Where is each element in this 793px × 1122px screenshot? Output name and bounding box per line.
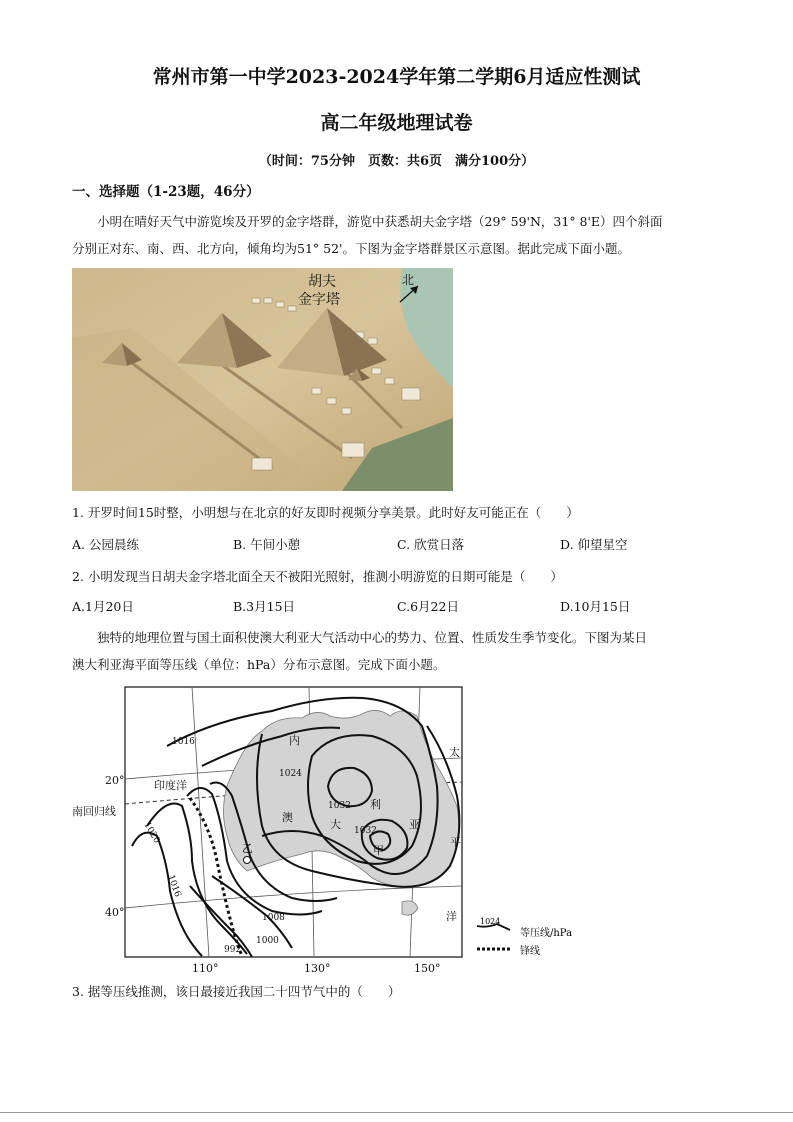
section-heading: 一、选择题（1-23题，46分） xyxy=(72,184,260,200)
pacific-char-1: 太 xyxy=(449,746,460,759)
option-key: C. xyxy=(397,537,411,552)
q1-option-c xyxy=(397,535,464,553)
option-text: 公园晨练 xyxy=(89,537,140,552)
lon-130-label: 130° xyxy=(304,962,331,975)
option-text: 欣赏日落 xyxy=(414,537,465,552)
legend-isobar-label: 等压线/hPa xyxy=(520,928,573,939)
iso-label-1008: 1008 xyxy=(262,913,285,923)
lat-20-label: 20° xyxy=(105,774,125,787)
q1-option-d xyxy=(560,535,628,553)
q2-option-c xyxy=(397,597,459,615)
place-yi-marker-icon xyxy=(244,857,251,864)
option-key: D. xyxy=(560,537,574,552)
option-key: A. xyxy=(72,537,86,552)
q2-option-b xyxy=(233,597,295,615)
legend-front-label: 锋线 xyxy=(520,946,540,957)
exam-title: 常州市第一中学2023-2024学年第二学期6月适应性测试 xyxy=(152,66,641,88)
passage-1-line1: 小明在晴好天气中游览埃及开罗的金字塔群，游览中获悉胡夫金字塔（29° 59'N，31° 8'E）四个斜面 xyxy=(97,214,663,229)
option-text: 6月22日 xyxy=(410,599,459,614)
khufu-label-line2: 金字塔 xyxy=(298,292,340,308)
lon-110-label: 110° xyxy=(192,962,219,975)
iso-label-1000: 1000 xyxy=(256,936,279,946)
option-key: D. xyxy=(560,599,574,614)
pacific-char-2: 平 xyxy=(450,836,461,849)
lat-40-label: 40° xyxy=(105,906,125,919)
option-text: 3月15日 xyxy=(246,599,296,614)
iso-label-1032b: 1032 xyxy=(354,826,377,836)
option-text: 仰望星空 xyxy=(577,537,628,552)
pyramid-illustration xyxy=(72,268,453,491)
q2-option-a xyxy=(72,597,134,615)
australia-char-2: 澳 xyxy=(282,811,293,824)
isobar-map-figure xyxy=(72,686,592,976)
option-key: B. xyxy=(233,599,247,614)
q1-option-a xyxy=(72,535,139,553)
passage-2-line1: 独特的地理位置与国土面积使澳大利亚大气活动中心的势力、位置、性质发生季节变化。下图为某日 xyxy=(97,630,648,645)
option-key: B. xyxy=(233,537,247,552)
legend-iso-value: 1024 xyxy=(480,917,501,926)
passage-1-line2: 分别正对东、南、西、北方向，倾角均为51° 52'。下图为金字塔群景区示意图。据此完成下面小题。 xyxy=(72,241,630,256)
place-yi-label: 乙 xyxy=(242,842,253,855)
north-label: 北 xyxy=(402,273,415,287)
option-text: 10月15日 xyxy=(573,599,631,614)
passage-2-line2: 澳大利亚海平面等压线（单位：hPa）分布示意图。完成下面小题。 xyxy=(72,657,446,672)
option-text: 1月20日 xyxy=(85,599,134,614)
pyramid-figure xyxy=(72,268,453,491)
pacific-char-3: 洋 xyxy=(446,910,457,923)
indian-ocean-label: 印度洋 xyxy=(154,779,187,792)
question-2-stem: 2. 小明发现当日胡夫金字塔北面全天不被阳光照射，推测小明游览的日期可能是（ ） xyxy=(72,569,563,584)
exam-info: （时间：75分钟 页数：共6页 满分100分） xyxy=(258,154,535,169)
exam-subtitle: 高二年级地理试卷 xyxy=(320,112,473,134)
iso-label-992: 992 xyxy=(224,945,242,955)
isobar-map xyxy=(72,686,592,976)
q1-option-b xyxy=(233,535,300,553)
page-bottom-rule xyxy=(0,1112,793,1113)
australia-char-4: 利 xyxy=(370,798,381,811)
iso-label-1016b: 1016 xyxy=(165,873,183,899)
question-1-stem: 1. 开罗时间15时整，小明想与在北京的好友即时视频分享美景。此时好友可能正在（ ） xyxy=(72,505,579,520)
australia-char-3: 大 xyxy=(330,818,341,831)
iso-label-1016a: 1016 xyxy=(172,737,195,747)
iso-label-1020: 1020 xyxy=(141,820,162,846)
option-text: 午间小憩 xyxy=(250,537,301,552)
khufu-label-line1: 胡夫 xyxy=(308,274,336,290)
place-jia-label: 甲 xyxy=(373,844,384,857)
iso-label-1024: 1024 xyxy=(279,769,302,779)
q2-option-d xyxy=(560,597,630,615)
australia-char-5: 亚 xyxy=(409,818,420,831)
passage-1 xyxy=(72,208,722,262)
question-3-stem: 3. 据等压线推测，该日最接近我国二十四节气中的（ ） xyxy=(72,984,401,999)
iso-label-1032a: 1032 xyxy=(328,801,351,811)
australia-char-1: 内 xyxy=(289,734,300,747)
tropic-label: 南回归线 xyxy=(72,805,116,818)
lon-150-label: 150° xyxy=(414,962,441,975)
option-key: C. xyxy=(397,599,411,614)
passage-2 xyxy=(72,624,722,678)
option-key: A. xyxy=(72,599,86,614)
